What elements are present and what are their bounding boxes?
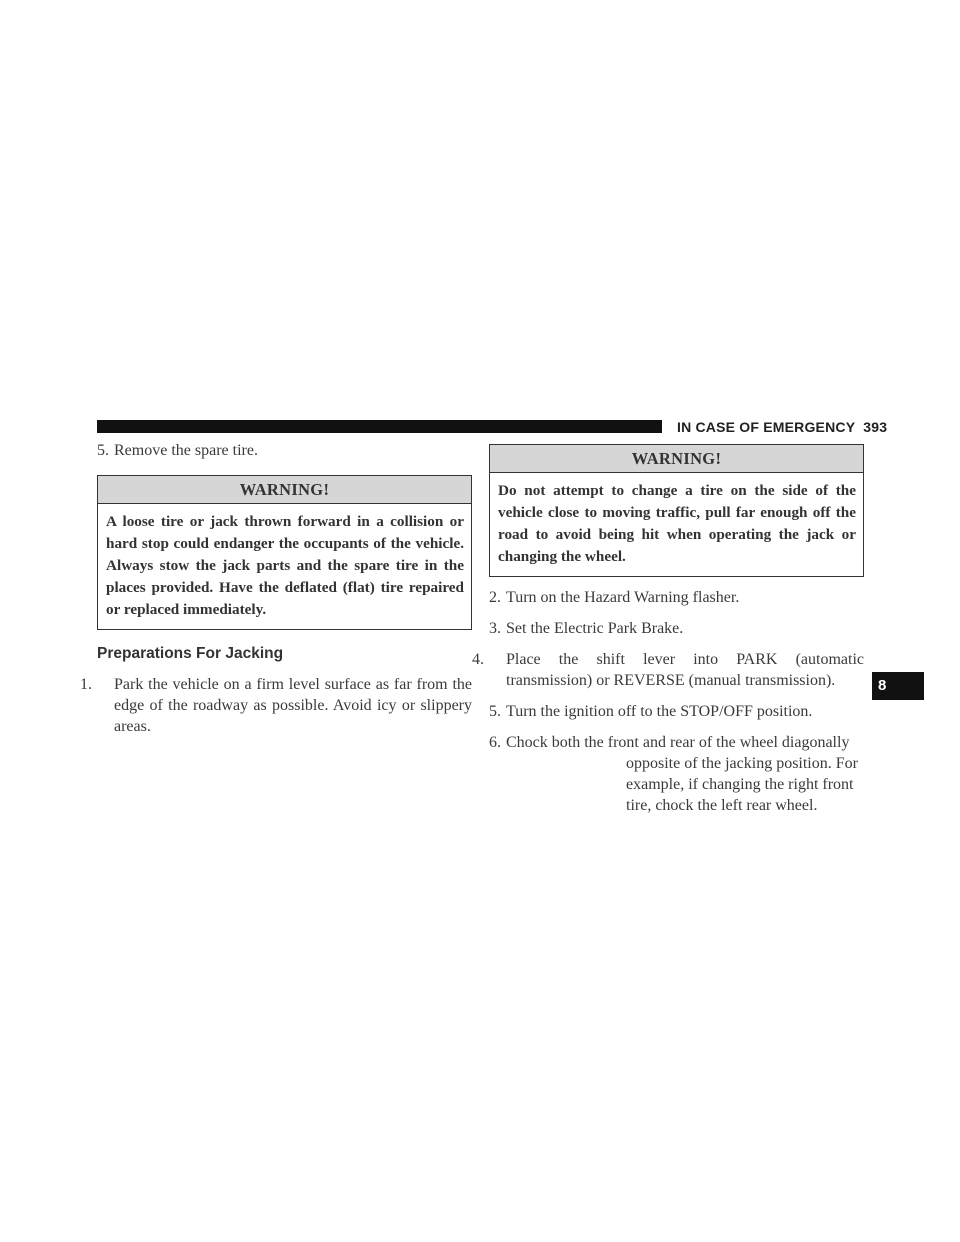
- step-3: 3. Set the Electric Park Brake.: [489, 620, 684, 637]
- step-6: 6. Chock both the front and rear of the wheel diagonally opposite of the jacking position. For example, if changing the right front tire, chock the left rear wheel.: [489, 734, 858, 814]
- left-column: [80, 440, 472, 737]
- page-number: 393: [863, 419, 888, 435]
- step-1: 1. Park the vehicle on a firm level surface as far from the edge of the roadway as possible. Avoid icy or slippery areas.: [80, 676, 472, 735]
- running-header: [677, 418, 888, 436]
- warning-title: WARNING!: [490, 445, 863, 473]
- chapter-tab: 8: [872, 672, 924, 700]
- section-name: IN CASE OF EMERGENCY: [677, 419, 856, 435]
- right-column: [472, 444, 864, 816]
- header-rule: [97, 420, 662, 433]
- warning-box-left: [97, 475, 472, 630]
- step-5-right: 5. Turn the ignition off to the STOP/OFF position.: [489, 703, 813, 720]
- section-heading: Preparations For Jacking: [97, 645, 284, 662]
- warning-body: Do not attempt to change a tire on the side of the vehicle close to moving traffic, pull far enough off the road to avoid being hit when operating the jack or changing the wheel.: [498, 482, 856, 565]
- warning-body: A loose tire or jack thrown forward in a collision or hard stop could endanger the occupants of the vehicle. Always stow the jack parts and the spare tire in the places provided. Have the deflated (flat) tire repaired or replaced immediately.: [106, 513, 464, 618]
- warning-box-right: [489, 444, 864, 577]
- step-2: 2. Turn on the Hazard Warning flasher.: [489, 589, 740, 606]
- warning-title: WARNING!: [98, 476, 471, 504]
- step-5-left: 5. Remove the spare tire.: [97, 442, 258, 459]
- step-4: 4. Place the shift lever into PARK (automatic transmission) or REVERSE (manual transmission).: [472, 651, 864, 689]
